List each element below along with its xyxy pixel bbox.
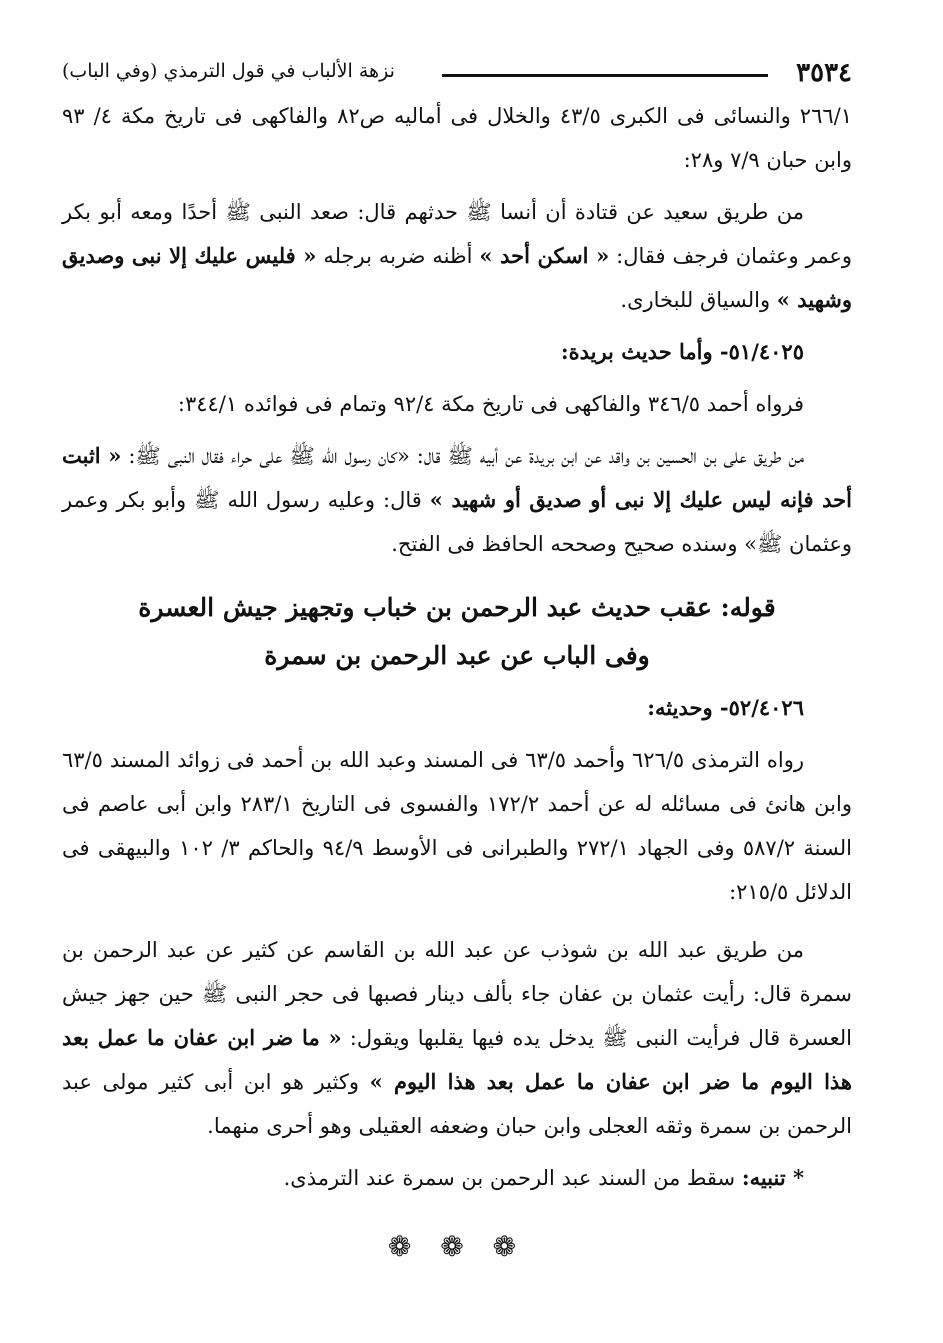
section-heading-line-2: وفى الباب عن عبد الرحمن بن سمرة <box>264 641 650 670</box>
text-run: من طريق سعيد عن قتادة أن أنسا ﷺ حدثهم قال: صعد النبى ﷺ أحدًا ومعه أبو بكر وعمر وعثمان فرجف فقال: <box>62 200 853 268</box>
paragraph-hadith-samura <box>62 928 852 1148</box>
paragraph-sources-3: رواه الترمذى ٦٢٦/٥ وأحمد ٦٣/٥ فى المسند وعبد الله بن أحمد فى زوائد المسند ٦٣/٥ وابن هانئ فى مسائله له عن أحمد ١٧٢/٢ والفسوى فى التاريخ ٢٨٣/١ وابن أبى عاصم فى السنة ٥٨٧/٢ وفى الجهاد ٢٧٢/١ والطبرانى فى الأوسط ٩٤/٩ والحاكم ٣/ ١٠٢ والبيهقى فى الدلائل ٢١٥/٥: <box>62 748 852 904</box>
page-header <box>62 52 852 94</box>
hadith-quote: « اسكن أحد » <box>479 243 610 268</box>
running-title: نزهة الألباب في قول الترمذي (وفي الباب) <box>62 60 395 82</box>
paragraph-hadith-anas <box>62 190 852 322</box>
text-run: قال: وعليه رسول الله ﷺ وأبو بكر وعمر وعثمان ﷺ» وسنده صحيح وصححه الحافظ فى الفتح. <box>62 488 852 556</box>
section-heading-line-1: قوله: عقب حديث عبد الرحمن بن خباب وتجهيز جيش العسرة <box>138 593 776 622</box>
paragraph-sources-2: فرواه أحمد ٣٤٦/٥ والفاكهى فى تاريخ مكة ٩٢/٤ وتمام فى فوائده ٣٤٤/١: <box>177 392 804 416</box>
ornament-divider: ❁ ❁ ❁ <box>387 1230 527 1263</box>
text-run: والسياق للبخارى. <box>620 288 777 312</box>
text-run: من طريق عبد الله بن شوذب عن عبد الله بن القاسم عن كثير عن عبد الرحمن بن سمرة قال: رأيت عثمان بن عفان جاء بألف دينار فصبها فى حجر النبى ﷺ حين جهز جيش العسرة قال فرأيت النبى ﷺ يدخل يده فيها يقلبها ويقول: <box>62 938 852 1050</box>
note-label: * تنبيه: <box>741 1165 804 1190</box>
note-paragraph <box>62 1156 852 1200</box>
hadith-quote: « ما ضر ابن عفان ما عمل بعد هذا اليوم ما ضر ابن عفان ما عمل بعد هذا اليوم » <box>62 1025 852 1094</box>
text-run: وكثير هو ابن أبى كثير مولى عبد الرحمن بن سمرة وثقه العجلى وابن حبان وضعفه العقيلى وهو أحرى منهما. <box>62 1070 852 1138</box>
entry-heading-samura: ٥٢/٤٠٢٦- وحديثه: <box>647 695 804 720</box>
entry-heading-buraida: ٥١/٤٠٢٥- وأما حديث بريدة: <box>560 339 804 364</box>
section-heading <box>62 584 852 680</box>
hadith-quote: « اثبت أحد فإنه ليس عليك إلا نبى أو صديق أو شهيد » <box>62 443 852 512</box>
paragraph-hadith-buraida <box>62 434 852 566</box>
paragraph-sources-1: ٢٦٦/١ والنسائى فى الكبرى ٤٣/٥ والخلال فى أماليه ص٨٢ والفاكهى فى تاريخ مكة ٤/ ٩٣ وابن حبان ٧/٩ و٢٨: <box>62 104 852 172</box>
note-text: سقط من السند عبد الرحمن بن سمرة عند الترمذى. <box>283 1166 742 1190</box>
text-run: من طريق على بن الحسين بن واقد عن ابن بريدة عن أبيه ﷺ قال: «كان رسول الله ﷺ على حراء فقال النبى ﷺ: <box>121 444 805 468</box>
book-page <box>62 52 852 1263</box>
hadith-quote: « فليس عليك إلا نبى وصديق وشهيد » <box>62 243 852 312</box>
text-run: أظنه ضربه برجله <box>316 244 480 268</box>
page-number: ٣٥٣٤ <box>796 58 852 88</box>
header-rule <box>442 74 768 77</box>
